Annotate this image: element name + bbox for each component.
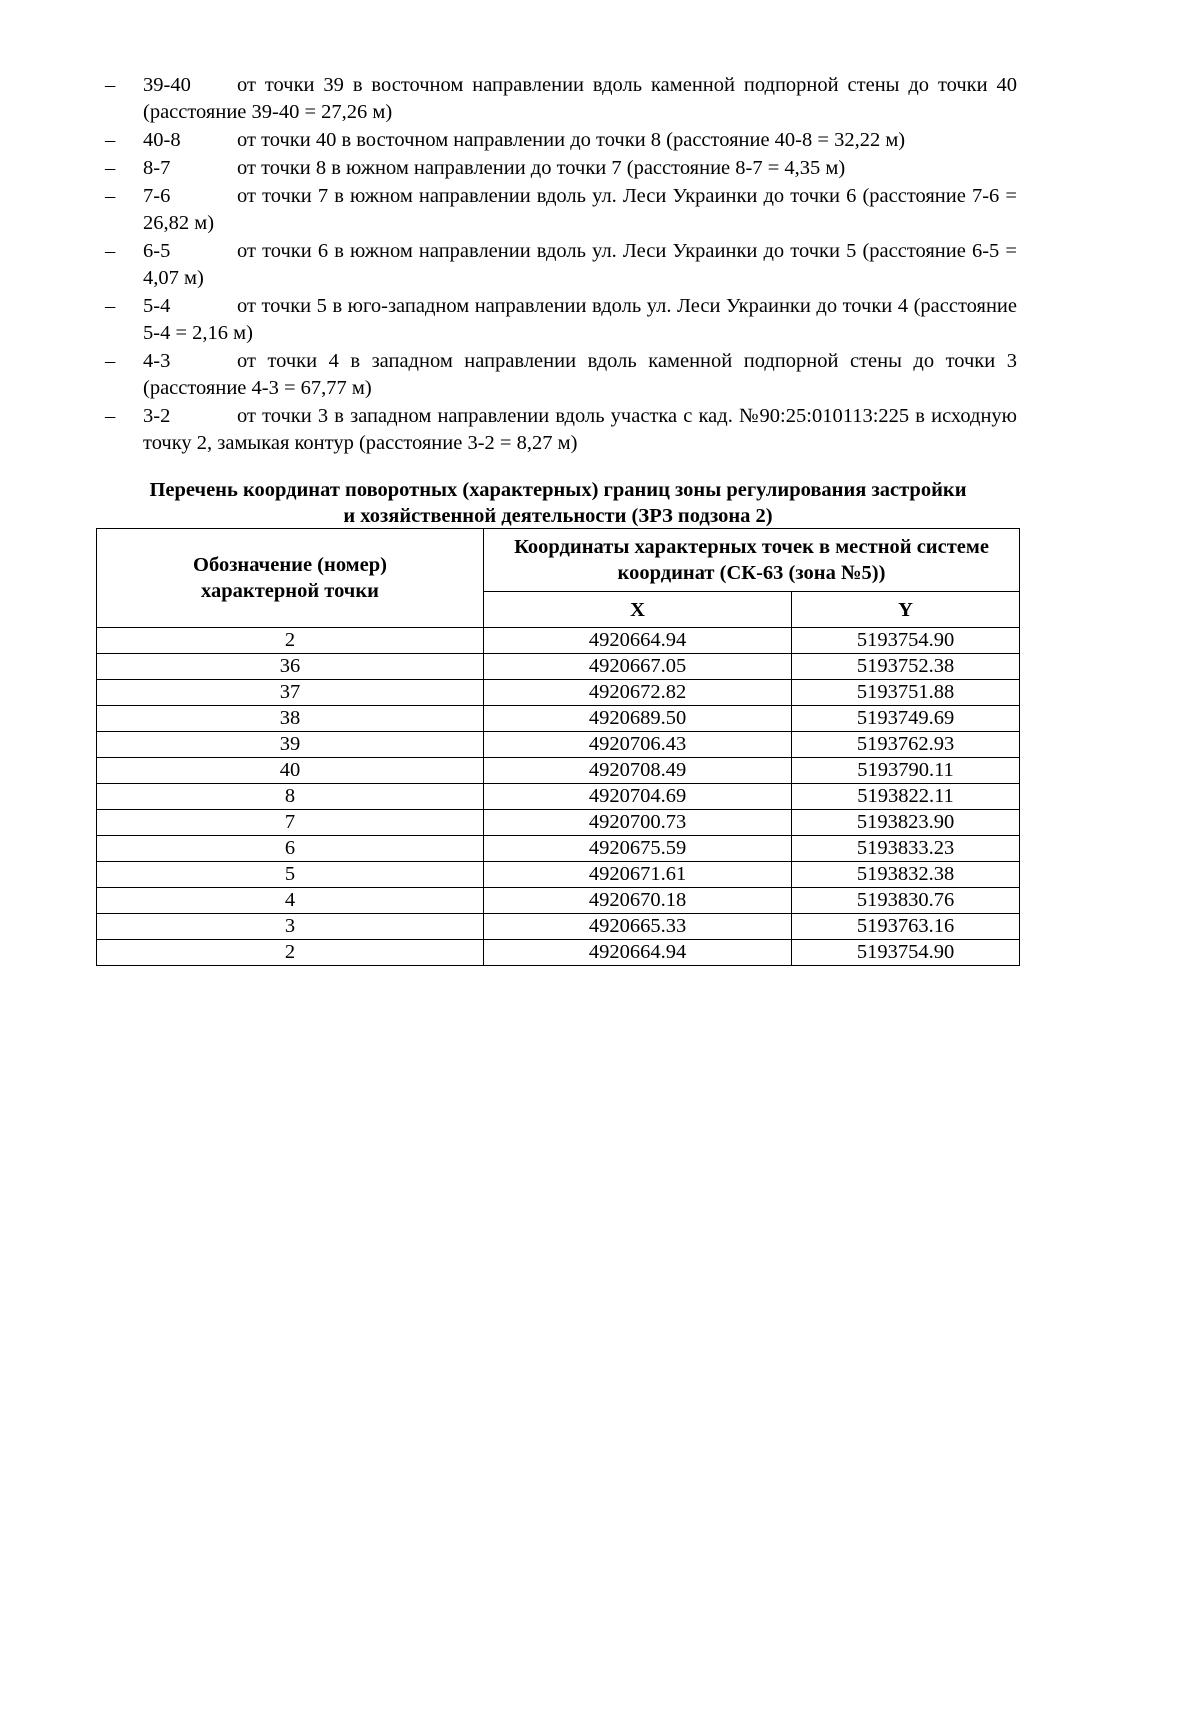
- cell-y: 5193822.11: [792, 784, 1020, 810]
- table-row: [97, 680, 1020, 706]
- cell-x: 4920670.18: [484, 888, 792, 914]
- dash-bullet: –: [105, 185, 116, 207]
- table-row: [97, 940, 1020, 966]
- cell-y: 5193754.90: [792, 940, 1020, 966]
- header-coordinates: Координаты характерных точек в местной системе координат (СК-63 (зона №5)): [484, 529, 1020, 592]
- segment-description: от точки 8 в южном направлении до точки 7 (расстояние 8-7 = 4,35 м): [237, 157, 846, 179]
- cell-x: 4920667.05: [484, 654, 792, 680]
- segment-item: [105, 403, 1017, 457]
- dash-bullet: –: [105, 74, 116, 96]
- cell-y: 5193763.16: [792, 914, 1020, 940]
- cell-y: 5193830.76: [792, 888, 1020, 914]
- cell-x: 4920671.61: [484, 862, 792, 888]
- cell-y: 5193832.38: [792, 862, 1020, 888]
- coordinates-table: [96, 528, 1020, 966]
- cell-x: 4920704.69: [484, 784, 792, 810]
- dash-bullet: –: [105, 240, 116, 262]
- header-x: X: [484, 592, 792, 628]
- cell-x: 4920700.73: [484, 810, 792, 836]
- table-row: [97, 888, 1020, 914]
- segment-code: 7-6: [143, 185, 171, 207]
- segment-description: от точки 6 в южном направлении вдоль ул. Леси Украинки до точки 5 (расстояние 6-5 = 4,07 м): [143, 240, 1017, 289]
- cell-y: 5193754.90: [792, 628, 1020, 654]
- segment-description: от точки 3 в западном направлении вдоль участка с кад. №90:25:010113:225 в исходную точку 2, замыкая контур (расстояние 3-2 = 8,27 м): [143, 405, 1017, 454]
- segment-item: [105, 155, 1017, 182]
- segment-code: 40-8: [143, 129, 181, 151]
- table-row: [97, 758, 1020, 784]
- segment-code: 6-5: [143, 240, 171, 262]
- segment-code: 39-40: [143, 74, 191, 96]
- segment-code: 4-3: [143, 350, 171, 372]
- cell-point: 3: [97, 914, 484, 940]
- segment-item: [105, 127, 1017, 154]
- table-title-line-1: Перечень координат поворотных (характерных) границ зоны регулирования застройки: [149, 479, 967, 501]
- cell-x: 4920689.50: [484, 706, 792, 732]
- cell-point: 7: [97, 810, 484, 836]
- cell-x: 4920706.43: [484, 732, 792, 758]
- cell-point: 2: [97, 628, 484, 654]
- boundary-segment-list: [105, 72, 1017, 458]
- dash-bullet: –: [105, 157, 116, 179]
- cell-x: 4920708.49: [484, 758, 792, 784]
- dash-bullet: –: [105, 405, 116, 427]
- table-row: [97, 836, 1020, 862]
- cell-y: 5193833.23: [792, 836, 1020, 862]
- segment-item: [105, 72, 1017, 126]
- table-row: [97, 784, 1020, 810]
- table-row: [97, 732, 1020, 758]
- cell-point: 4: [97, 888, 484, 914]
- cell-point: 40: [97, 758, 484, 784]
- segment-description: от точки 7 в южном направлении вдоль ул. Леси Украинки до точки 6 (расстояние 7-6 = 26,82 м): [143, 185, 1017, 234]
- cell-y: 5193790.11: [792, 758, 1020, 784]
- table-row: [97, 628, 1020, 654]
- table-title: [96, 477, 1020, 529]
- segment-code: 8-7: [143, 157, 171, 179]
- table-row: [97, 862, 1020, 888]
- segment-description: от точки 5 в юго-западном направлении вдоль ул. Леси Украинки до точки 4 (расстояние 5-4 = 2,16 м): [143, 295, 1017, 344]
- cell-point: 36: [97, 654, 484, 680]
- cell-point: 39: [97, 732, 484, 758]
- segment-description: от точки 4 в западном направлении вдоль каменной подпорной стены до точки 3 (расстояние 4-3 = 67,77 м): [143, 350, 1017, 399]
- segment-item: [105, 238, 1017, 292]
- cell-y: 5193752.38: [792, 654, 1020, 680]
- cell-x: 4920665.33: [484, 914, 792, 940]
- table-title-line-2: и хозяйственной деятельности (ЗРЗ подзона 2): [343, 505, 773, 527]
- cell-point: 8: [97, 784, 484, 810]
- segment-item: [105, 183, 1017, 237]
- segment-description: от точки 39 в восточном направлении вдоль каменной подпорной стены до точки 40 (расстояние 39-40 = 27,26 м): [143, 74, 1017, 123]
- cell-x: 4920664.94: [484, 940, 792, 966]
- segment-code: 5-4: [143, 295, 171, 317]
- table-row: [97, 914, 1020, 940]
- cell-point: 6: [97, 836, 484, 862]
- cell-point: 37: [97, 680, 484, 706]
- dash-bullet: –: [105, 295, 116, 317]
- cell-x: 4920675.59: [484, 836, 792, 862]
- cell-y: 5193751.88: [792, 680, 1020, 706]
- cell-y: 5193749.69: [792, 706, 1020, 732]
- table-row: [97, 810, 1020, 836]
- table-row: [97, 706, 1020, 732]
- segment-item: [105, 293, 1017, 347]
- segment-description: от точки 40 в восточном направлении до точки 8 (расстояние 40-8 = 32,22 м): [237, 129, 906, 151]
- cell-point: 2: [97, 940, 484, 966]
- segment-item: [105, 348, 1017, 402]
- cell-point: 5: [97, 862, 484, 888]
- cell-y: 5193823.90: [792, 810, 1020, 836]
- cell-x: 4920664.94: [484, 628, 792, 654]
- header-point-designation: Обозначение (номер) характерной точки: [97, 529, 484, 628]
- cell-x: 4920672.82: [484, 680, 792, 706]
- cell-y: 5193762.93: [792, 732, 1020, 758]
- dash-bullet: –: [105, 129, 116, 151]
- table-row: [97, 654, 1020, 680]
- cell-point: 38: [97, 706, 484, 732]
- header-y: Y: [792, 592, 1020, 628]
- dash-bullet: –: [105, 350, 116, 372]
- segment-code: 3-2: [143, 405, 171, 427]
